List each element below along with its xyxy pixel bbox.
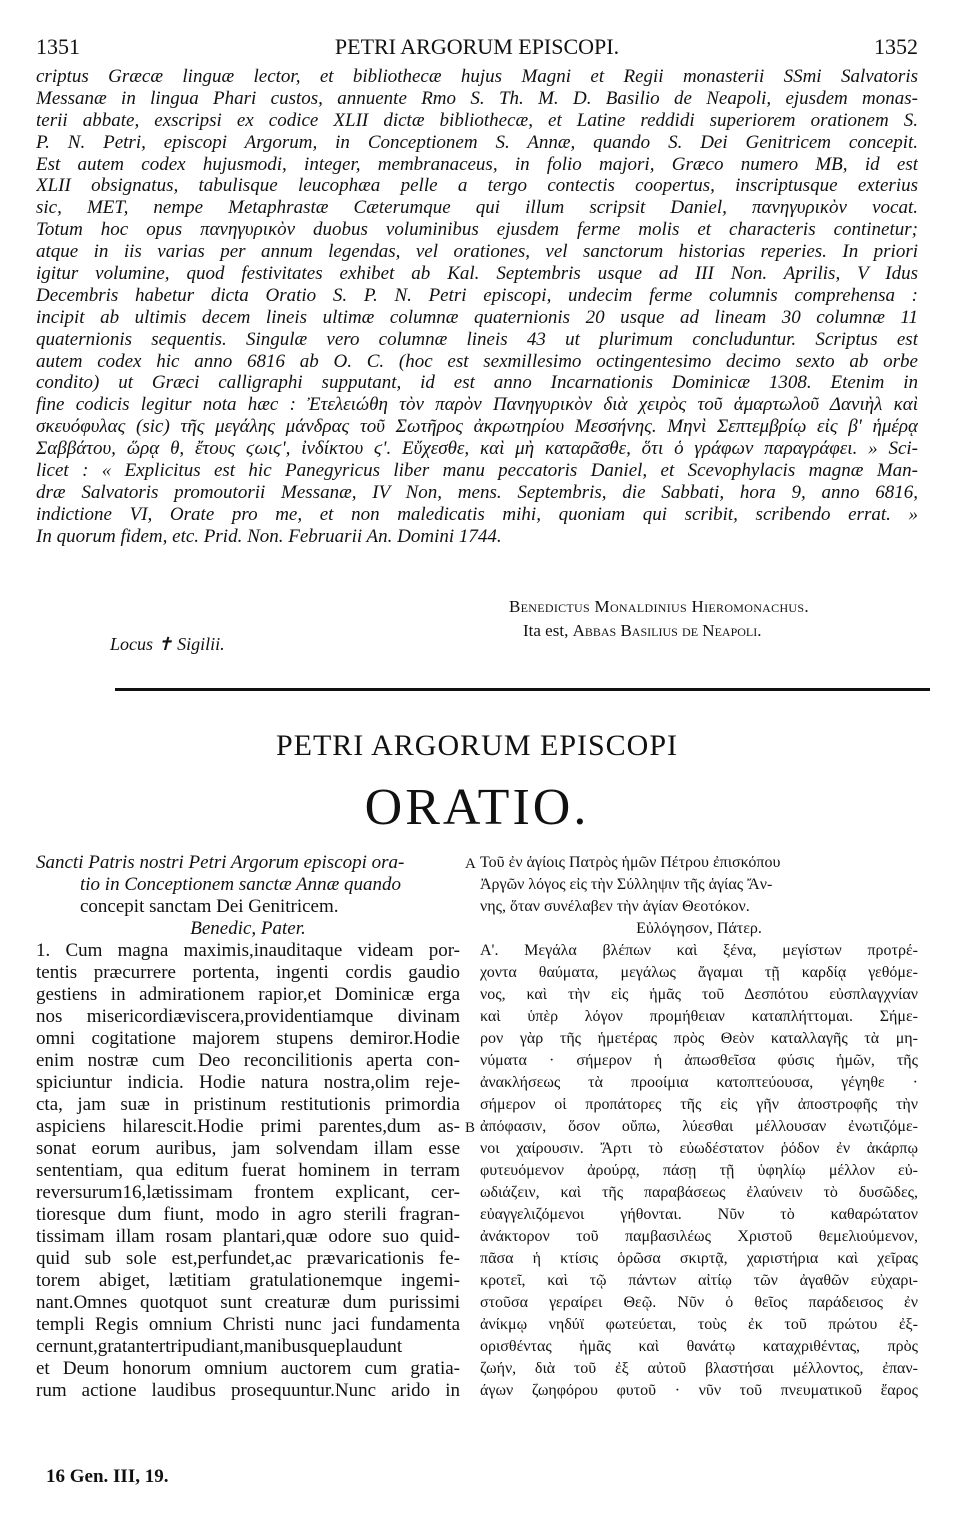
signature-monaldinius: Benedictus Monaldinius Hieromonachus. — [509, 597, 809, 616]
latin-heading-line: tio in Conceptionem sanctæ Annæ quando — [80, 874, 402, 895]
signature-prefix: Ita est, — [523, 621, 573, 640]
greek-line: ζωήν, διὰ τοῦ ἐξ αὐτοῦ βλαστήσαι μέλλοντος, ἐπαν- — [480, 1360, 918, 1377]
latin-heading-line: Sancti Patris nostri Petri Argorum episcopi ora- — [36, 852, 405, 873]
latin-line: 1. Cum magna maximis,inauditaque videam por- — [36, 940, 460, 961]
latin-line: quid sub sole est,perfundet,ac prævaricationis fe- — [36, 1248, 460, 1269]
signatures — [509, 595, 929, 643]
greek-line: ρον γὰρ τῆς ἡμετέρας πρὸς Θεὸν καταλλαγῆς τὰ μη- — [480, 1030, 918, 1047]
latin-line: nos misericordiæviscera,providentiamque divinam — [36, 1006, 460, 1027]
latin-line: spiciuntur indicia. Hodie natura nostra,olim reje- — [36, 1072, 460, 1093]
latin-column — [36, 852, 460, 1402]
latin-line: gestiens in admirationem rapior,et Dominicæ erga — [36, 984, 460, 1005]
greek-line: νύματα · σήμερον ἡ ἀπωσθεῖσα φύσις ἡμῶν, τῆς — [480, 1052, 918, 1069]
greek-line: εὐαγγελιζόμενοι γήθονται. Νῦν τὸ καθαρώτατον — [480, 1206, 918, 1223]
latin-heading-line: concepit sanctam Dei Genitricem. — [80, 896, 339, 917]
greek-line: νοι χαίρουσιν. Ἄρτι τὸ εὐωδέστατον ῥόδον ἐν ἀκάρπῳ — [480, 1140, 918, 1157]
latin-line: cta, jam suæ in pristinum restitutionis primordia — [36, 1094, 460, 1115]
column-marker-b: B — [465, 1120, 476, 1136]
preface-line: In quorum fidem, etc. Prid. Non. Februarii An. Domini 1744. — [36, 525, 502, 547]
preface-line: atque in iis varias per annum legendas, vel orationes, vel sanctorum historias reperies. In priori — [36, 241, 918, 263]
latin-line: torem abiget, lætitiam gratulationemque ingemi- — [36, 1270, 460, 1291]
preface-text — [36, 66, 918, 548]
greek-column — [480, 852, 918, 1402]
greek-line: χοντα θαύματα, μεγάλως ἄγαμαι τῇ καρδίᾳ γεθόμε- — [480, 964, 918, 981]
latin-benedic: Benedic, Pater. — [190, 918, 306, 939]
greek-line: ορισθέντας ἡμᾶς καὶ θανάτῳ καταχριθέντας, πρὸς — [480, 1338, 918, 1355]
latin-line: omni cogitatione majorem stupens demiror.Hodie — [36, 1028, 460, 1049]
greek-line: ωδιάζειν, καὶ τῆς παραβάσεως ἐλαύνειν τὸ δυσῶδες, — [480, 1184, 918, 1201]
greek-line: ἀνίκμῳ νηδύϊ φωτεύεται, τοὺς ἐκ τοῦ πρώτου ἐξ- — [480, 1316, 918, 1333]
latin-line: nant.Omnes quotquot sunt creaturæ dum purissimi — [36, 1292, 460, 1313]
greek-line: άγων ζωηφόρου φυτοῦ · νῦν τοῦ πνευματικοῦ ἔαρος — [480, 1382, 918, 1399]
page-number-left: 1351 — [36, 34, 80, 59]
preface-line: autem codex hic anno 6816 ab O. C. (hoc est sexmillesimo octingentesimo decimo sexto ab orbe — [36, 350, 918, 372]
preface-line: dræ Salvatoris promoutorii Messanæ, IV Non, mens. Septembris, die Sabbati, hora 9, anno 6816, — [36, 481, 918, 503]
latin-line: tioresque dum fiunt, modo in agro sterili fragran- — [36, 1204, 460, 1225]
greek-line: φυτευόμενον ἀρούρᾳ, πάσῃ τῇ ὑφηλίῳ μέλλον εὐ- — [480, 1162, 918, 1179]
oration-title-author: PETRI ARGORUM EPISCOPI — [275, 729, 679, 762]
greek-line: ἀνάκτορον τοῦ παμβασιλέως Χριστοῦ θεμελιούμενον, — [480, 1228, 918, 1245]
greek-benedic: Εὐλόγησον, Πάτερ. — [636, 920, 762, 937]
greek-line: σήμερον οἱ προπάτορες τῆς εἰς γῆν ἀποστροφῆς τὴν — [480, 1096, 918, 1113]
preface-line: Decembris habetur dicta Oratio S. P. N. Petri episcopi, undecim ferme columnis comprehensa : — [36, 284, 918, 306]
signature-abbas — [509, 619, 929, 643]
preface-line: condito) ut Græci calligraphi supputant, id est anno Incarnationis Dominicæ 1308. Etenim in — [36, 372, 918, 394]
preface-line: sic, MET, nempe Metaphrastæ Cæterumque qui illum scripsit Daniel, πανηγυρικὸν vocat. — [36, 197, 918, 219]
column-marker-a: A — [465, 856, 476, 872]
preface-line: quaternionis sequentis. Singulæ vero columnæ lineis 43 ut plurimum concluduntur. Scriptus est — [36, 328, 918, 350]
latin-line: sonat eorum auribus, jam solvendam illam esse — [36, 1138, 460, 1159]
greek-heading-line: Ἀργῶν λόγος εἰς τὴν Σύλληψιν τῆς ἁγίας Ἄν- — [480, 876, 773, 893]
greek-line: ἀπόφασιν, ὅσον οὔπω, λύεσθαι μέλλουσαν ἐνωτιζόμε- — [480, 1118, 918, 1135]
running-header — [36, 34, 918, 60]
page-number-right: 1352 — [874, 34, 918, 59]
preface-line: licet : « Explicitus est hic Panegyricus liber manu peccatoris Daniel, et Scevophylacis magnæ Man- — [36, 460, 918, 482]
running-title: PETRI ARGORUM EPISCOPI. — [334, 34, 620, 59]
greek-line: κροτεῖ, καὶ τῷ πάντων αἰτίῳ τῶν ἀγαθῶν εὐχαρι- — [480, 1272, 918, 1289]
latin-line: enim nostræ cum Deo reconcilitionis aperta con- — [36, 1050, 460, 1071]
latin-line: sententiam, qua editum fuerat hominem in terram — [36, 1160, 460, 1181]
preface-line: σκευόφυλας (sic) τῆς μεγάλης μάνδρας τοῦ Σωτῆρος ἀκρωτηρίου Μεσσήνης. Μηνὶ Σεπτεμβρίῳ εἰς β' ἡμέρᾳ — [36, 416, 918, 438]
preface-line: igitur volumine, quod festivitates exhibet ab Kal. Septembris usque ad III Non. Aprilis, V Idus — [36, 263, 918, 285]
latin-line: et Deum honorum omnium auctorem cum gratia- — [36, 1358, 460, 1379]
footnote-16: 16 Gen. III, 19. — [46, 1466, 169, 1487]
latin-line: cernunt,gratantertripudiant,manibusqueplaudunt — [36, 1336, 403, 1357]
preface-line: XLII obsignatus, tabulisque leucophæa pelle a tergo contectis coopertus, inscriptusque exterius — [36, 175, 918, 197]
greek-heading-line: Τοῦ ἐν ἁγίοις Πατρὸς ἡμῶν Πέτρου ἐπισκόπου — [480, 854, 781, 871]
locus-sigilii: Locus ✝ Sigilii. — [110, 634, 225, 654]
greek-line: καὶ ὑπὲρ λόγον προμήθειαν καταπλήττομαι. Σήμε- — [480, 1008, 918, 1025]
preface-line: Est autem codex hujusmodi, integer, membranaceus, in folio majori, Græco numero MB, id est — [36, 153, 918, 175]
preface-line: fine codicis legitur nota hæc : Ἐτελειώθη τὸν παρὸν Πανηγυρικὸν διὰ χειρὸς τοῦ ἁμαρτωλοῦ Δανιὴλ καὶ — [36, 394, 918, 416]
preface-line: indictione VI, Orate pro me, et non maledicatis mihi, quoniam qui scribit, scribendo errat. » — [36, 503, 918, 525]
latin-line: tentis præcurrere portenta, ingenti cordis gaudio — [36, 962, 460, 983]
latin-line: reversurum16,lætissimam frontem explicant, cer- — [36, 1182, 460, 1203]
preface-line: P. N. Petri, episcopi Argorum, in Conceptionem S. Annæ, quando S. Dei Genitricem concepit. — [36, 131, 918, 153]
preface-line: Σαββάτου, ὥρᾳ θ, ἔτους ϛωιϛ', ἰνδίκτου ϛ'. Εὔχεσθε, καὶ μὴ καταρᾶσθε, ὅτι ὁ γράφων παραγράφει. » Sci- — [36, 438, 918, 460]
latin-line: rum actione laudibus prosequuntur.Nunc arido in — [36, 1380, 460, 1401]
preface-line: criptus Græcæ linguæ lector, et bibliothecæ hujus Magni et Regii monasterii SSmi Salvatoris — [36, 66, 918, 87]
greek-line: ἀνακλήσεως τὰ προοίμια κατοπτεύουσα, γέγηθε · — [480, 1074, 918, 1091]
preface-line: terii abbate, exscripsi ex codice XLII dictæ bibliothecæ, et Latine reddidi superiorem orationem S. — [36, 109, 918, 131]
greek-heading-line: νης, ὅταν συνέλαβεν τὴν ἁγίαν Θεοτόκον. — [480, 898, 750, 915]
preface-line: incipit ab ultimis decem lineis ultimæ columnæ quaternionis 20 usque ad lineam 30 columnæ 11 — [36, 306, 918, 328]
latin-line: tissimam illam rosam plantari,quæ odore suo quid- — [36, 1226, 460, 1247]
oration-title: ORATIO. — [364, 779, 590, 836]
greek-line: στοῦσα γεραίρει Θεῷ. Νῦν ὁ θεῖος παράδεισος ἐν — [480, 1294, 918, 1311]
latin-line: templi Regis omnium Christi nunc jaci fundamenta — [36, 1314, 460, 1335]
greek-line: νος, καὶ τὴν εἰς ἡμᾶς τοῦ Δεσπότου εὐσπλαγχνίαν — [480, 986, 918, 1003]
greek-line: πᾶσα ἡ κτίσις ὁρῶσα σκιρτᾷ, χαριστήρια καὶ χεῖρας — [480, 1250, 918, 1267]
preface-line: Messanæ in lingua Phari custos, annuente Rmo S. Th. M. D. Basilio de Neapoli, ejusdem monas- — [36, 87, 918, 109]
greek-line: Α'. Μεγάλα βλέπων καὶ ξένα, μεγίστων προτρέ- — [480, 942, 918, 959]
latin-line: aspiciens hilarescit.Hodie primi parentes,dum as- — [36, 1116, 460, 1137]
section-rule — [115, 688, 930, 691]
preface-line: Totum hoc opus πανηγυρικὸν duobus voluminibus ejusdem ferme molis et characteris continetur; — [36, 219, 918, 241]
signature-abbas-name: Abbas Basilius de Neapoli. — [572, 621, 762, 640]
